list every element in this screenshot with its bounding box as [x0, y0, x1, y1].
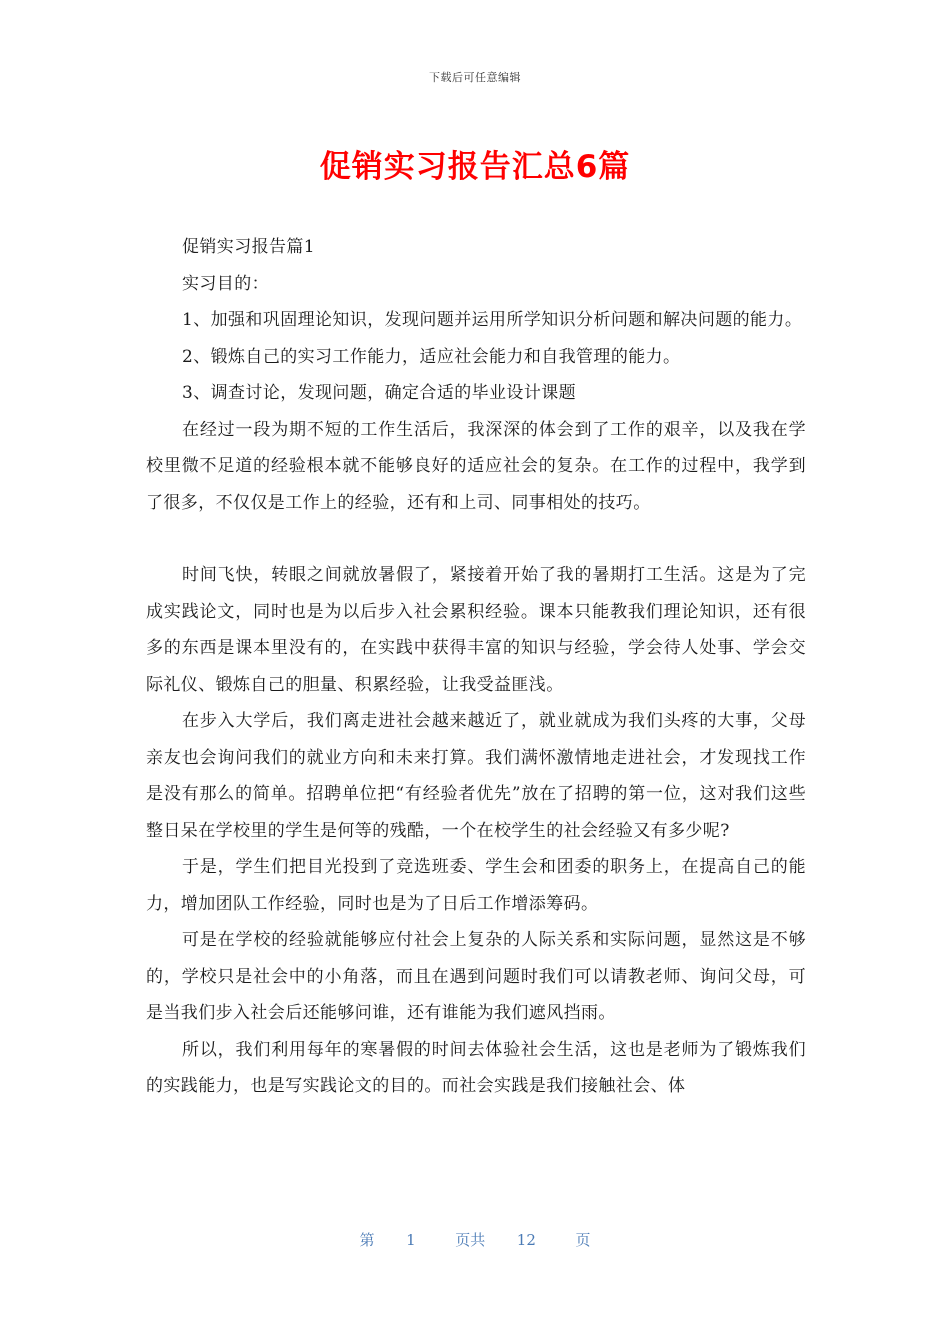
paragraph: 3、调查讨论，发现问题，确定合适的毕业设计课题: [182, 383, 577, 403]
paragraph: 实习目的：: [182, 273, 269, 294]
footer-page-suffix: 页: [575, 1231, 591, 1249]
paragraph: 1、加强和巩固理论知识，发现问题并运用所学知识分析问题和解决问题的能力。: [182, 310, 803, 330]
paragraph: 在经过一段为期不短的工作生活后，我深深的体会到了工作的艰辛，以及我在学校里微不足道的经验根本就不能够良好的适应社会的复杂。在工作的过程中，我学到了很多，不仅仅是工作上的经验，还有和上司、同事相处的技巧。: [146, 419, 806, 513]
paragraph: 时间飞快，转眼之间就放暑假了，紧接着开始了我的暑期打工生活。这是为了完成实践论文，同时也是为以后步入社会累积经验。课本只能教我们理论知识，还有很多的东西是课本里没有的，在实践中获得丰富的知识与经验，学会待人处事、学会交际礼仪、锻炼自己的胆量、积累经验，让我受益匪浅。: [146, 565, 806, 695]
paragraph: 2、锻炼自己的实习工作能力，适应社会能力和自我管理的能力。: [182, 346, 681, 367]
footer-of-label: 页共: [455, 1231, 486, 1249]
document-body: [146, 229, 806, 1105]
section-heading: 促销实习报告篇1: [182, 237, 316, 257]
paragraph: 可是在学校的经验就能够应付社会上复杂的人际关系和实际问题，显然这是不够的，学校只是社会中的小角落，而且在遇到问题时我们可以请教老师、询问父母，可是当我们步入社会后还能够问谁，还有谁能为我们遮风挡雨。: [146, 930, 806, 1023]
blank-line: [146, 521, 806, 557]
paragraph: 于是，学生们把目光投到了竞选班委、学生会和团委的职务上，在提高自己的能力，增加团队工作经验，同时也是为了日后工作增添筹码。: [146, 857, 806, 914]
page-footer: [0, 1229, 950, 1250]
paragraph: 所以，我们利用每年的寒暑假的时间去体验社会生活，这也是老师为了锻炼我们的实践能力，也是写实践论文的目的。而社会实践是我们接触社会、体: [146, 1039, 806, 1096]
footer-total-pages: 12: [516, 1231, 536, 1249]
document-title: 促销实习报告汇总6篇: [319, 149, 631, 185]
page-header-note: 下载后可任意编辑: [429, 71, 521, 84]
footer-page-label: 第: [359, 1231, 375, 1249]
footer-page-number: 1: [406, 1231, 416, 1249]
paragraph: 在步入大学后，我们离走进社会越来越近了，就业就成为我们头疼的大事，父母亲友也会询问我们的就业方向和未来打算。我们满怀激情地走进社会，才发现找工作是没有那么的简单。招聘单位把“有经验者优先”放在了招聘的第一位，这对我们这些整日呆在学校里的学生是何等的残酷，一个在校学生的社会经验又有多少呢?: [146, 711, 806, 841]
